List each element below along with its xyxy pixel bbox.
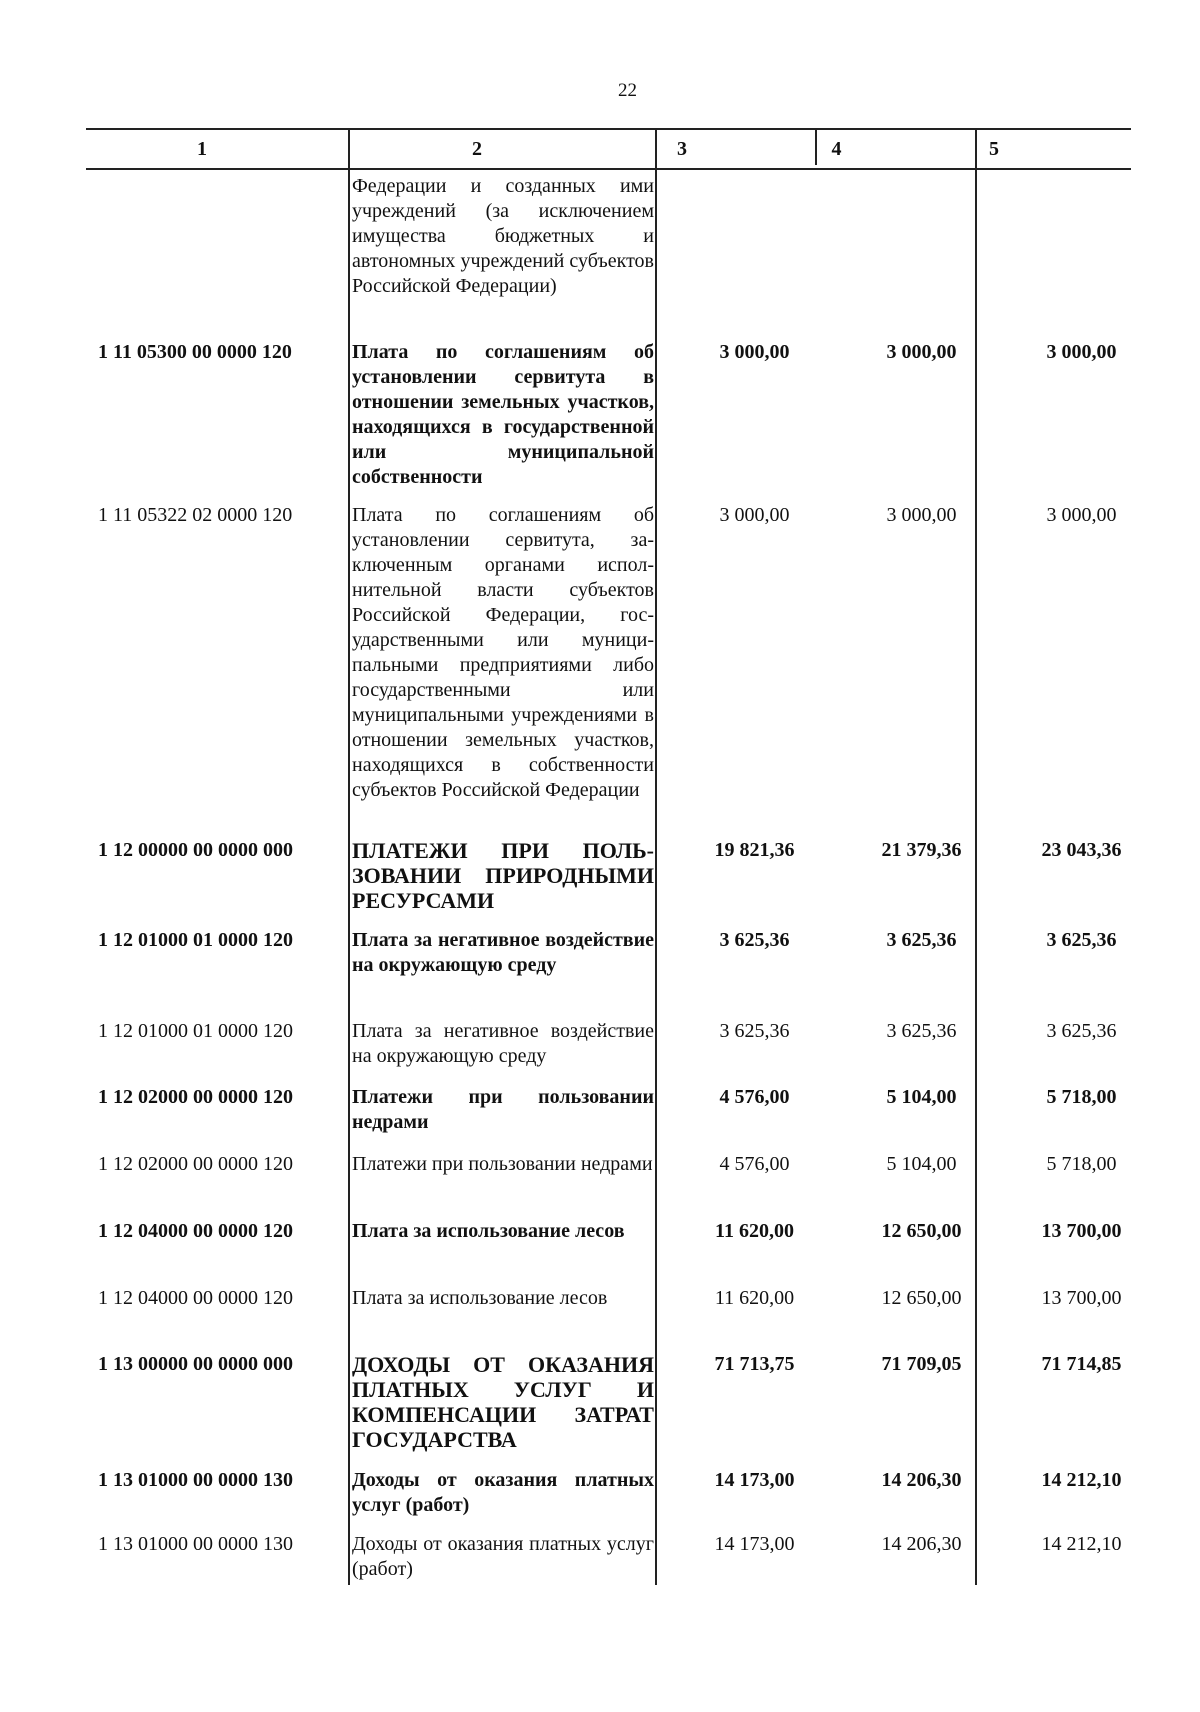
row-value-col3: 11 620,00 [714,1287,795,1309]
row-value-col4: 14 206,30 [881,1533,962,1555]
row-description: Плата за негативное воздействие на окружающую среду [352,929,654,976]
header-col-2: 2 [472,138,482,160]
row-value-col3: 3 625,36 [719,929,790,951]
row-value-col3: 4 576,00 [719,1086,790,1108]
row-value-col5: 3 000,00 [1046,341,1117,363]
row-description: Доходы от оказания платных услуг (работ) [352,1533,654,1580]
row-value-col3: 3 625,36 [719,1020,790,1042]
row-value-col3: 14 173,00 [714,1469,795,1491]
row-code: 1 12 04000 00 0000 120 [98,1220,293,1242]
row-description: Платежи при пользовании недрами [352,1086,654,1133]
row-value-col4: 5 104,00 [886,1153,957,1175]
row-description: Плата за использование лесов [352,1287,608,1309]
row-value-col5: 14 212,10 [1041,1469,1122,1491]
row-code: 1 12 00000 00 0000 000 [98,839,293,861]
row-description: Плата по соглашениям об установлении сервитута, заключенным органами исполнительной власти субъектов Российской Федерации, государственными или муниципальными предприятиями либо государственными или муниципальными учреждениями в отношении земельных участков, находящихся в собственности субъектов Российской Федерации [352,504,654,801]
row-value-col4: 3 000,00 [886,504,957,526]
row-value-col3: 71 713,75 [714,1353,795,1375]
row-description: ПЛАТЕЖИ ПРИ ПОЛЬЗОВАНИИ ПРИРОДНЫМИ РЕСУРСАМИ [352,838,654,913]
row-value-col5: 14 212,10 [1041,1533,1122,1555]
row-value-col4: 5 104,00 [886,1086,957,1108]
row-value-col5: 3 625,36 [1046,1020,1117,1042]
header-col-5: 5 [989,138,999,160]
row-description: Платежи при пользовании недрами [352,1153,653,1175]
row-value-col3: 3 000,00 [719,504,790,526]
row-code: 1 12 01000 01 0000 120 [98,929,293,951]
row-description: Доходы от оказания платных услуг (работ) [352,1469,654,1516]
row-value-col3: 11 620,00 [715,1220,794,1242]
row-value-col5: 5 718,00 [1046,1153,1117,1175]
row-code: 1 12 02000 00 0000 120 [98,1086,293,1108]
column-divider [655,130,657,1585]
page-number: 22 [618,80,637,101]
row-value-col5: 71 714,85 [1041,1353,1122,1375]
row-value-col5: 5 718,00 [1046,1086,1117,1108]
row-code: 1 11 05300 00 0000 120 [98,341,292,363]
row-value-col3: 4 576,00 [719,1153,790,1175]
row-value-col3: 3 000,00 [719,341,790,363]
row-value-col3: 14 173,00 [714,1533,795,1555]
row-value-col3: 19 821,36 [714,839,795,861]
row-value-col4: 12 650,00 [881,1220,962,1242]
row-code: 1 13 01000 00 0000 130 [98,1469,293,1491]
row-description: Плата за негативное воздействие на окружающую среду [352,1020,654,1067]
header-col-1: 1 [197,138,207,160]
row-code: 1 12 01000 01 0000 120 [98,1020,293,1042]
row-value-col5: 3 625,36 [1046,929,1117,951]
column-divider [815,130,817,165]
row-value-col4: 21 379,36 [881,839,962,861]
row-value-col4: 3 625,36 [886,1020,957,1042]
row-code: 1 11 05322 02 0000 120 [98,504,293,526]
row-code: 1 13 01000 00 0000 130 [98,1533,293,1555]
row-value-col4: 12 650,00 [881,1287,962,1309]
row-value-col5: 13 700,00 [1041,1220,1122,1242]
row-value-col4: 14 206,30 [881,1469,962,1491]
header-col-4: 4 [831,138,842,160]
row-value-col5: 13 700,00 [1041,1287,1122,1309]
row-value-col4: 3 625,36 [886,929,957,951]
row-value-col4: 3 000,00 [886,341,957,363]
row-value-col5: 23 043,36 [1041,839,1122,861]
row-description: Плата по соглашениям об установлении сервитута в отношении земельных участков, находящихся в государственной или муниципальной собственности [352,341,654,488]
row-code: 1 12 04000 00 0000 120 [98,1287,293,1309]
row-value-col4: 71 709,05 [881,1353,962,1375]
row-code: 1 13 00000 00 0000 000 [98,1353,293,1375]
row-code: 1 12 02000 00 0000 120 [98,1153,293,1175]
row-description: ДОХОДЫ ОТ ОКАЗАНИЯ ПЛАТНЫХ УСЛУГ И КОМПЕНСАЦИИ ЗАТРАТ ГОСУДАРСТВА [352,1352,654,1452]
header-col-3: 3 [677,138,687,160]
row-description: Плата за использование лесов [352,1220,625,1242]
row-value-col5: 3 000,00 [1046,504,1117,526]
row-description: Федерации и созданных ими учреждений (за исключением имущества бюджетных и автономных учреждений субъектов Российской Федерации) [352,175,654,297]
